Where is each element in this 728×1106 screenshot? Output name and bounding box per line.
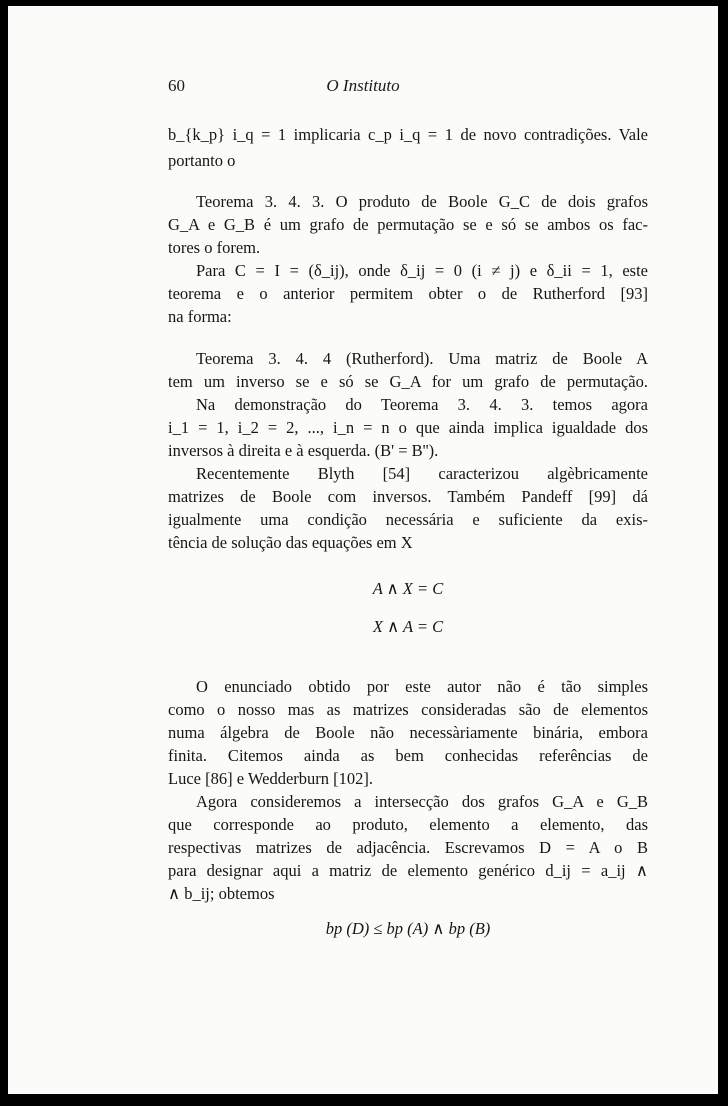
text-line: O enunciado obtido por este autor não é tão simples bbox=[196, 677, 648, 696]
text-line: igualmente uma condição necessária e suficiente da exis- bbox=[168, 510, 648, 529]
text-line: G_A e G_B é um grafo de permutação se e só se ambos os fac- bbox=[168, 215, 648, 234]
text-line: Na demonstração do Teorema 3. 4. 3. temos agora bbox=[196, 395, 648, 414]
text-line: para designar aqui a matriz de elemento genérico d_ij = a_ij ∧ bbox=[168, 861, 648, 880]
text-line: ∧ b_ij; obtemos bbox=[168, 884, 275, 903]
text-line: numa álgebra de Boole não necessàriamente binária, embora bbox=[168, 723, 648, 742]
text-line: que corresponde ao produto, elemento a elemento, das bbox=[168, 815, 648, 834]
text-line: portanto o bbox=[168, 151, 236, 170]
book-page bbox=[8, 6, 718, 1094]
text-line: como o nosso mas as matrizes consideradas são de elementos bbox=[168, 700, 648, 719]
text-line: respectivas matrizes de adjacência. Escrevamos D = A o B bbox=[168, 838, 648, 857]
theorem-heading-line: Teorema 3. 4. 4 (Rutherford). Uma matriz de Boole A bbox=[196, 349, 648, 368]
equation: bp (D) ≤ bp (A) ∧ bp (B) bbox=[325, 919, 491, 938]
text-line: Para C = I = (δ_ij), onde δ_ij = 0 (i ≠ j) e δ_ii = 1, este bbox=[196, 261, 648, 280]
text-line: tores o forem. bbox=[168, 238, 261, 257]
text-line: Recentemente Blyth [54] caracterizou algèbricamente bbox=[196, 464, 648, 483]
text-line: Luce [86] e Wedderburn [102]. bbox=[168, 769, 373, 788]
text-line: tem um inverso se e só se G_A for um grafo de permutação. bbox=[168, 372, 648, 391]
equation: A ∧ X = C bbox=[372, 579, 444, 598]
text-line: i_1 = 1, i_2 = 2, ..., i_n = n o que ainda implica igualdade dos bbox=[168, 418, 648, 437]
text-line: b_{k_p} i_q = 1 implicaria c_p i_q = 1 de novo contradições. Vale bbox=[168, 125, 648, 144]
equation: X ∧ A = C bbox=[372, 617, 444, 636]
running-title: O Instituto bbox=[326, 76, 400, 95]
text-line: Agora consideremos a intersecção dos grafos G_A e G_B bbox=[196, 792, 648, 811]
text-line: finita. Citemos ainda as bem conhecidas referências de bbox=[168, 746, 648, 765]
page-number: 60 bbox=[168, 76, 185, 95]
text-line: teorema e o anterior permitem obter o de Rutherford [93] bbox=[168, 284, 648, 303]
text-line: na forma: bbox=[168, 307, 232, 326]
text-line: tência de solução das equações em X bbox=[168, 533, 413, 552]
text-line: matrizes de Boole com inversos. Também Pandeff [99] dá bbox=[168, 487, 648, 506]
text-line: inversos à direita e à esquerda. (B' = B''). bbox=[168, 441, 439, 460]
theorem-heading-line: Teorema 3. 4. 3. O produto de Boole G_C de dois grafos bbox=[196, 192, 648, 211]
